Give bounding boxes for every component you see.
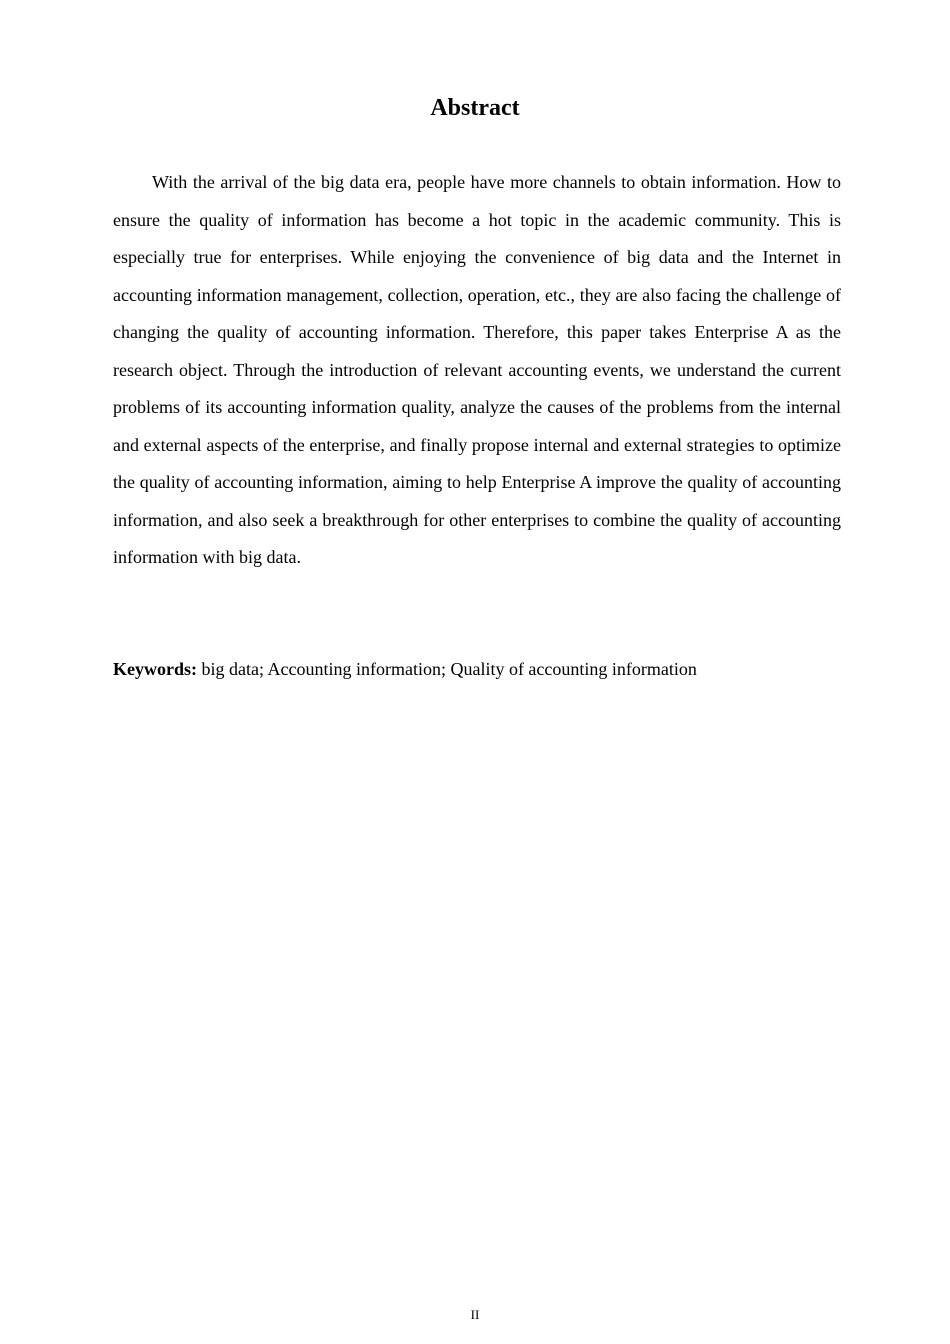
abstract-paragraph: With the arrival of the big data era, people have more channels to obtain information. How to ensure the quality of information has become a hot topic in the academic community. This is especially true for enterprises. While enjoying the convenience of big data and the Internet in accounting information management, collection, operation, etc., they are also facing the challenge of changing the quality of accounting information. Therefore, this paper takes Enterprise A as the research object. Through the introduction of relevant accounting events, we understand the current problems of its accounting information quality, analyze the causes of the problems from the internal and external aspects of the enterprise, and finally propose internal and external strategies to optimize the quality of accounting information, aiming to help Enterprise A improve the quality of accounting information, and also seek a breakthrough for other enterprises to combine the quality of accounting information with big data.: [113, 172, 841, 567]
keywords-label: Keywords:: [113, 659, 197, 679]
page-title: Abstract: [430, 95, 520, 121]
keywords-text: big data; Accounting information; Quality of accounting information: [197, 659, 697, 679]
keywords-line: [113, 653, 841, 685]
page-number: II: [470, 1307, 480, 1322]
